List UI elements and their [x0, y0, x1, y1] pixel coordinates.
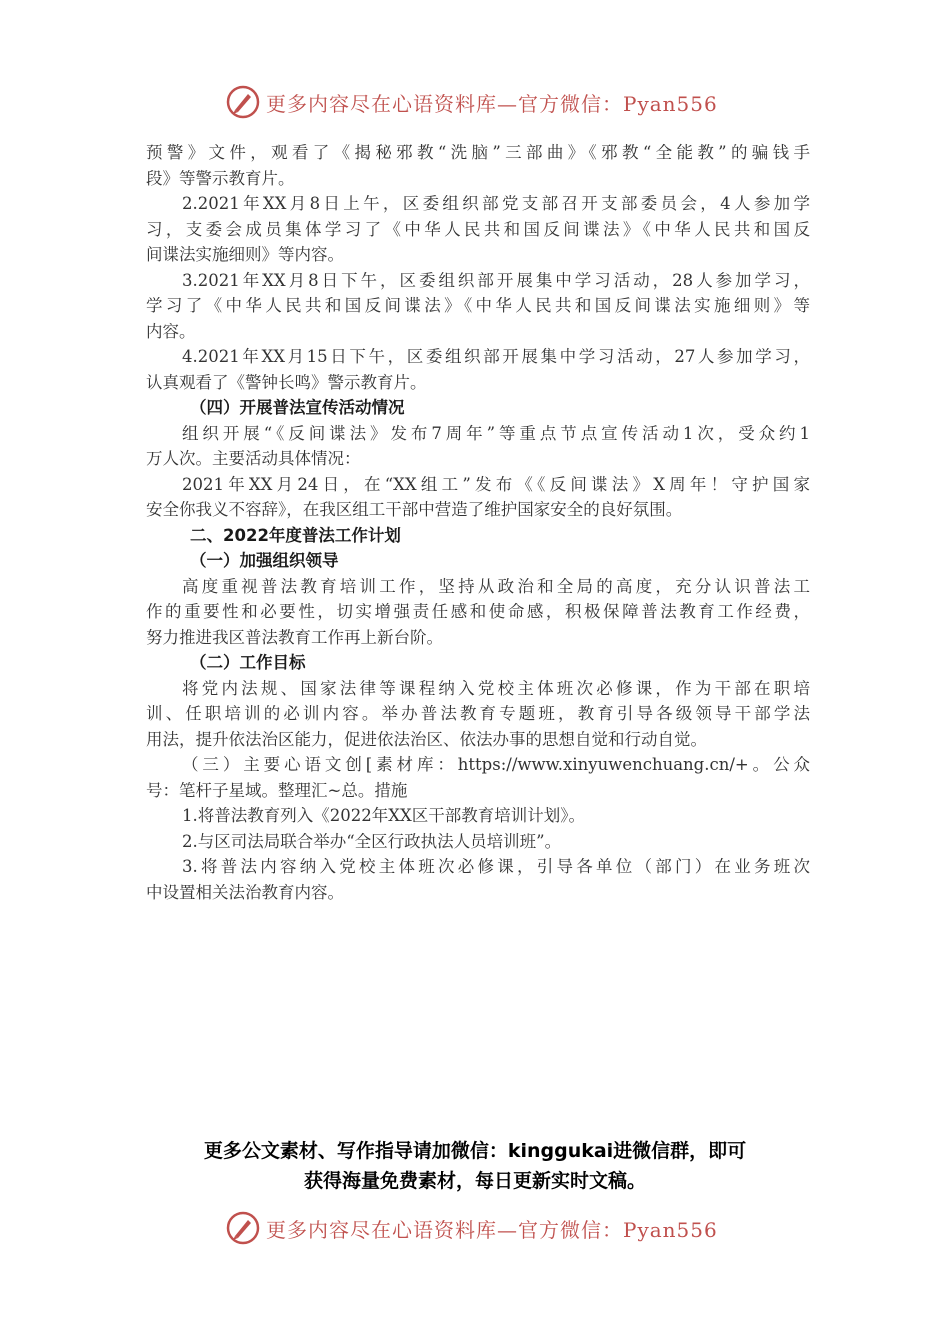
text-line: 组织开展“《反间谍法》发布7周年”等重点节点宣传活动1次，受众约1: [182, 423, 810, 443]
banner-text: 更多内容尽在心语资料库—官方微信：Pyan556: [266, 1217, 718, 1242]
text-line: 高度重视普法教育培训工作，坚持从政治和全局的高度，充分认识普法工: [182, 576, 810, 596]
text-line: （三）主要心语文创[素材库：https://www.xinyuwenchuang.cn/+。公众: [182, 755, 810, 774]
pen-logo-icon: [226, 1211, 260, 1245]
text-line: 学习了《中华人民共和国反间谍法》《中华人民共和国反间谍法实施细则》等: [146, 296, 810, 315]
header-banner: [226, 82, 718, 122]
text-line: 2.2021年XX月8日上午，区委组织部党支部召开支部委员会，4人参加学: [182, 194, 810, 213]
text-line: 2.与区司法局联合举办“全区行政执法人员培训班”。: [182, 831, 562, 851]
section-heading: （四）开展普法宣传活动情况: [190, 398, 405, 417]
banner-text: 更多内容尽在心语资料库—官方微信：Pyan556: [266, 91, 718, 116]
text-line: 预警》文件，观看了《揭秘邪教“洗脑”三部曲》《邪教“全能教”的骗钱手: [146, 143, 810, 162]
text-line: 安全你我义不容辞》，在我区组工干部中营造了维护国家安全的良好氛围。: [146, 500, 683, 519]
text-line: 3.2021年XX月8日下午，区委组织部开展集中学习活动，28人参加学习，: [182, 270, 810, 290]
text-line: 内容。: [146, 321, 196, 341]
footer-note: [130, 1136, 820, 1196]
text-line: 1.将普法教育列入《2022年XX区干部教育培训计划》。: [182, 806, 585, 825]
text-line: 3.将普法内容纳入党校主体班次必修课，引导各单位（部门）在业务班次: [182, 857, 810, 876]
text-line: 用法，提升依法治区能力，促进依法治区、依法办事的思想自觉和行动自觉。: [146, 729, 707, 749]
footer-banner: [226, 1208, 718, 1248]
text-line: 2021年XX月24日，在“XX组工”发布《《反间谍法》X周年！守护国家: [182, 474, 810, 494]
text-line: 间谍法实施细则》等内容。: [146, 245, 344, 264]
text-line: 段》等警示教育片。: [146, 168, 295, 188]
section-heading: （一）加强组织领导: [190, 551, 339, 570]
text-line: 认真观看了《警钟长鸣》警示教育片。: [146, 372, 427, 392]
text-line: 中设置相关法治教育内容。: [146, 882, 344, 902]
footer-line-2: 获得海量免费素材，每日更新实时文稿。: [303, 1170, 646, 1192]
section-heading: （二）工作目标: [190, 653, 306, 672]
text-line: 作的重要性和必要性，切实增强责任感和使命感，积极保障普法教育工作经费，: [146, 602, 810, 621]
text-line: 4.2021年XX月15日下午，区委组织部开展集中学习活动，27人参加学习，: [182, 347, 810, 366]
section-heading: 二、2022年度普法工作计划: [190, 525, 401, 545]
pen-logo-icon: [226, 85, 260, 119]
text-line: 号：笔杆子星域。整理汇~总。措施: [146, 780, 408, 800]
text-line: 训、任职培训的必训内容。举办普法教育专题班，教育引导各级领导干部学法: [146, 704, 810, 723]
document-body: [146, 140, 810, 905]
text-line: 将党内法规、国家法律等课程纳入党校主体班次必修课，作为干部在职培: [182, 678, 810, 698]
text-line: 习，支委会成员集体学习了《中华人民共和国反间谍法》《中华人民共和国反: [146, 219, 810, 239]
footer-line-1: 更多公文素材、写作指导请加微信：kinggukai进微信群，即可: [203, 1140, 747, 1162]
text-line: 万人次。主要活动具体情况：: [146, 449, 361, 468]
text-line: 努力推进我区普法教育工作再上新台阶。: [146, 627, 443, 647]
